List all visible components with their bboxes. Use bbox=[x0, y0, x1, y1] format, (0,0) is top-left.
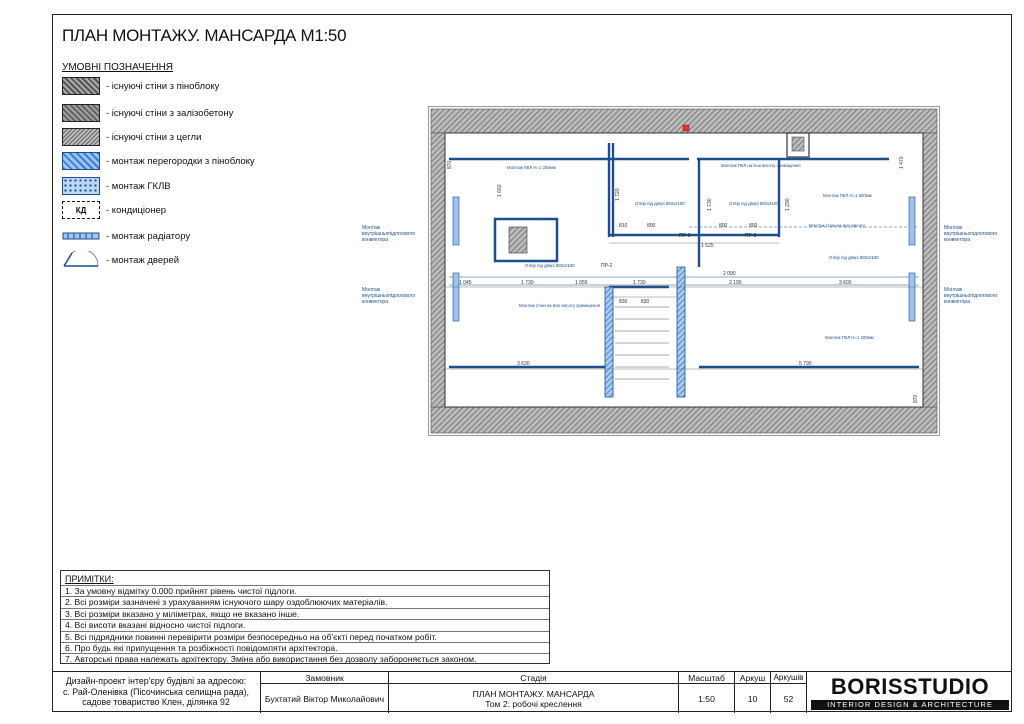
stage-header: Стадія bbox=[388, 672, 678, 684]
legend-label: - кондиціонер bbox=[106, 204, 167, 216]
dim-label: 800 bbox=[647, 223, 656, 229]
legend-item-foam-block bbox=[62, 77, 219, 95]
gklv-dots-icon bbox=[62, 177, 100, 195]
legend-item-gklv bbox=[62, 177, 171, 195]
dim-label: 800 bbox=[749, 223, 758, 229]
sheets-value: 52 bbox=[770, 684, 806, 713]
callout-right-2: Монтаж внутрішньопідлогового конвектора bbox=[944, 287, 998, 305]
dim-label: 2 190 bbox=[729, 280, 742, 286]
legend-item-brick bbox=[62, 128, 201, 146]
plan-annotation: Монтаж стіни на всю висоту bbox=[809, 223, 865, 228]
ac-unit-icon: КД bbox=[62, 201, 100, 219]
dim-label: 800 bbox=[719, 223, 728, 229]
dim-label: 870 bbox=[447, 160, 453, 169]
plan-annotation: Монтаж ПКЛ Н=1 800мм bbox=[823, 193, 872, 198]
legend-item-radiator bbox=[62, 227, 190, 245]
plan-annotation: Монтаж ПКЛ Н=1 200мм bbox=[507, 165, 556, 170]
callout-left-2: Монтаж внутрішньопідлогового конвектора bbox=[362, 287, 416, 305]
logo-text: BORISSTUDIO bbox=[830, 674, 990, 699]
address-line: садове товариство Клен, ділянка 92 bbox=[82, 697, 230, 707]
page-title: ПЛАН МОНТАЖУ. МАНСАРДА М1:50 bbox=[62, 26, 347, 45]
note-line: 3. Всі розміри вказано у міліметрах, якщо не вказано інше. bbox=[61, 608, 549, 619]
opening-label: Отвір під двері 800х2100 bbox=[635, 201, 685, 206]
note-line: 4. Всі висоти вказані відносно чистої підлоги. bbox=[61, 619, 549, 630]
radiator-icon bbox=[62, 227, 100, 245]
address-line: Дизайн-проект інтер'єру будівлі за адресою: bbox=[65, 676, 247, 686]
hatch-concrete-icon bbox=[62, 104, 100, 122]
opening-label: Отвір під двері 800х2100 bbox=[729, 201, 779, 206]
project-address bbox=[52, 672, 260, 713]
legend-item-ac bbox=[62, 201, 166, 219]
plan-annotation: Монтаж ПКЛ на всю висоту приміщення bbox=[721, 163, 801, 168]
legend-label: - монтаж ГКЛВ bbox=[106, 180, 171, 192]
callout-right-1: Монтаж внутрішньопідлогового конвектора bbox=[944, 225, 998, 243]
dim-label: 1 660 bbox=[497, 184, 503, 197]
sheet-header: Аркуш bbox=[734, 672, 770, 684]
legend-label: - монтаж дверей bbox=[106, 254, 180, 266]
legend-item-concrete bbox=[62, 104, 233, 122]
notes-box bbox=[60, 570, 550, 664]
dim-label: 1 730 bbox=[521, 280, 534, 286]
door-label-pr3: ПР-3 bbox=[745, 233, 757, 239]
dim-label: 2 090 bbox=[723, 271, 736, 277]
legend-heading: УМОВНІ ПОЗНАЧЕННЯ bbox=[62, 62, 174, 73]
address-line: с. Рай-Оленівка (Пісочинська селищна рада), bbox=[62, 686, 249, 697]
sheet-value: 10 bbox=[734, 684, 770, 713]
note-line: 5. Всі підрядники повинні перевірити розміри безпосередньо на об'єкті перед початком робіт. bbox=[61, 631, 549, 642]
dim-label: 870 bbox=[913, 394, 919, 403]
legend-item-door bbox=[62, 251, 179, 269]
dim-label: 1 470 bbox=[899, 156, 905, 169]
legend-label: - монтаж радіатору bbox=[106, 230, 191, 242]
note-line: 6. Про будь які припущення та розбіжності повідомляти архітектора. bbox=[61, 642, 549, 653]
callout-left-1: Монтаж внутрішньопідлогового конвектора bbox=[362, 225, 416, 243]
hatch-brick-icon bbox=[62, 128, 100, 146]
legend-item-new-partition bbox=[62, 152, 255, 170]
legend-label: - існуючі стіни з залізобетону bbox=[106, 107, 234, 119]
opening-label: Отвір під двері 900х2100 bbox=[525, 263, 575, 268]
dim-label: 1 730 bbox=[633, 280, 646, 286]
stage-line: ПЛАН МОНТАЖУ. МАНСАРДА bbox=[472, 688, 595, 699]
studio-logo bbox=[806, 672, 1012, 713]
dim-label: 830 bbox=[641, 299, 650, 305]
dim-label: 810 bbox=[619, 223, 628, 229]
dim-label: 5 790 bbox=[799, 361, 812, 367]
note-line: 7. Авторські права належать архітектору. Зміна або використання без дозволу забороняється законом. bbox=[61, 653, 549, 664]
door-label-pr2: ПР-2 bbox=[601, 263, 613, 269]
customer-value: Бухтатий Віктор Миколайович bbox=[260, 684, 388, 713]
hatch-gray-icon bbox=[62, 77, 100, 95]
scale-value: 1:50 bbox=[678, 684, 734, 713]
dim-label: 1 055 bbox=[575, 280, 588, 286]
door-icon bbox=[62, 251, 100, 269]
customer-header: Замовник bbox=[260, 672, 388, 684]
stage-line: Том 2: робочі креслення bbox=[485, 698, 582, 709]
plan-annotation: Монтаж стіни на всю висоту приміщення bbox=[519, 303, 601, 308]
title-block bbox=[52, 671, 1012, 713]
door-label-pr3: ПР-3 bbox=[679, 233, 691, 239]
note-line: 2. Всі розміри зазначені з урахуванням існуючого шару оздоблюючих матеріалів. bbox=[61, 596, 549, 607]
logo-subtitle: INTERIOR DESIGN & ARCHITECTURE bbox=[811, 700, 1009, 710]
dim-label: 1 720 bbox=[615, 188, 621, 201]
dim-label: 830 bbox=[619, 299, 628, 305]
stage-value bbox=[388, 684, 678, 713]
dim-label: 3 630 bbox=[517, 361, 530, 367]
legend-label: - монтаж перегородки з піноблоку bbox=[106, 155, 255, 167]
dim-label: 1 730 bbox=[707, 198, 713, 211]
opening-label: Отвір під двері 900х2100 bbox=[829, 255, 879, 260]
floor-plan-svg bbox=[429, 107, 939, 435]
dim-label: 1 290 bbox=[785, 198, 791, 211]
hatch-blue-icon bbox=[62, 152, 100, 170]
dim-label: 1 045 bbox=[459, 280, 472, 286]
plan-annotation: Монтаж ПКЛ Н=1 200мм bbox=[825, 335, 874, 340]
dim-label: 3 600 bbox=[839, 280, 852, 286]
legend-label: - існуючі стіни з піноблоку bbox=[106, 80, 220, 92]
legend-label: - існуючі стіни з цегли bbox=[106, 131, 202, 143]
notes-heading: ПРИМІТКИ: bbox=[65, 574, 114, 584]
floor-plan-drawing bbox=[428, 106, 940, 436]
sheets-header: Аркушів bbox=[770, 672, 806, 684]
scale-header: Масштаб bbox=[678, 672, 734, 684]
note-line: 1. За умовну відмітку 0.000 прийнят рівень чистої підлоги. bbox=[61, 585, 549, 596]
dim-label: 1 525 bbox=[701, 243, 714, 249]
